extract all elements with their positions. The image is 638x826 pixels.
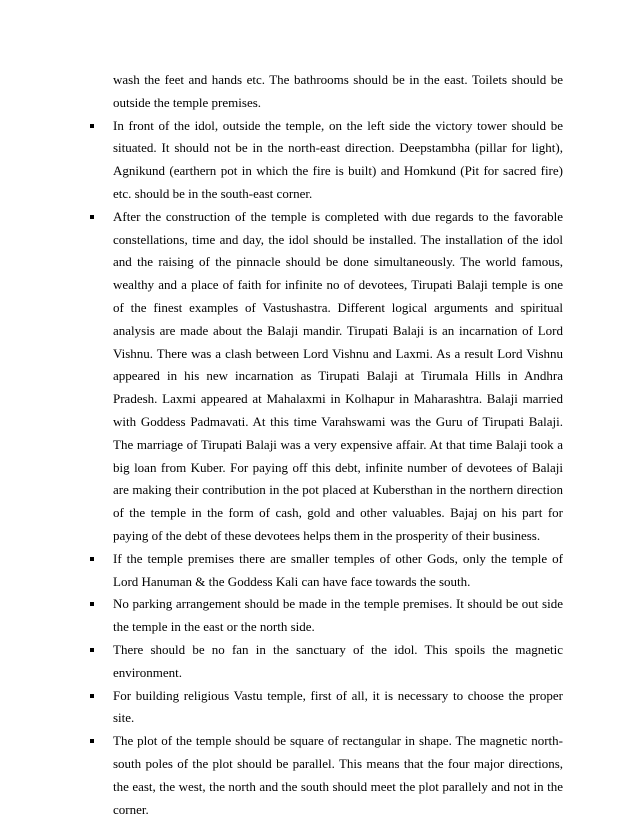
list-item (113, 639, 563, 685)
bullet-list (113, 115, 563, 822)
list-item (113, 115, 563, 206)
square-bullet-icon (90, 602, 94, 606)
list-item (113, 685, 563, 731)
list-item-text: If the temple premises there are smaller temples of other Gods, only the temple of Lord Hanuman & the Goddess Kali can have face towards the south. (113, 550, 563, 589)
square-bullet-icon (90, 124, 94, 128)
list-item-text: No parking arrangement should be made in the temple premises. It should be out side the temple in the east or the north side. (113, 596, 563, 635)
list-item-text: In front of the idol, outside the temple, on the left side the victory tower should be situated. It should not be in the north-east direction. Deepstambha (pillar for light), Agnikund (earthern pot in which the fire is built) and Homkund (Pit for sacred fire) etc. should be in the south-east corner. (113, 117, 563, 201)
square-bullet-icon (90, 739, 94, 743)
list-item-text: After the construction of the temple is completed with due regards to the favorable constellations, time and day, the idol should be installed. The installation of the idol and the raising of the pinnacle should be done simultaneously. The world famous, wealthy and a place of faith for infinite no of devotees, Tirupati Balaji temple is one of the finest examples of Vastushastra. Different logical arguments and spiritual analysis are made about the Balaji mandir. Tirupati Balaji is an incarnation of Lord Vishnu. There was a clash between Lord Vishnu and Laxmi. As a result Lord Vishnu appeared in his new incarnation as Tirupati Balaji at Tirumala Hills in Andhra Pradesh. Laxmi appeared at Mahalaxmi in Kolhapur in Maharashtra. Balaji married with Goddess Padmavati. At this time Varahswami was the Guru of Tirupati Balaji. The marriage of Tirupati Balaji was a very expensive affair. At that time Balaji took a big loan from Kuber. For paying off this debt, infinite number of devotees of Balaji are making their contribution in the pot placed at Kubersthan in the northern direction of the temple in the form of cash, gold and other valuables. Bajaj on his part for paying of the debt of these devotees helps them in the prosperity of their business. (113, 208, 563, 543)
intro-paragraph: wash the feet and hands etc. The bathrooms should be in the east. Toilets should be outside the temple premises. (113, 72, 563, 110)
square-bullet-icon (90, 557, 94, 561)
page-content (113, 69, 563, 821)
list-item-text: For building religious Vastu temple, first of all, it is necessary to choose the proper site. (113, 687, 563, 726)
list-item-text: There should be no fan in the sanctuary of the idol. This spoils the magnetic environment. (113, 641, 563, 680)
square-bullet-icon (90, 648, 94, 652)
list-item (113, 730, 563, 821)
list-item (113, 593, 563, 639)
list-item (113, 206, 563, 548)
list-item (113, 548, 563, 594)
list-item-text: The plot of the temple should be square of rectangular in shape. The magnetic north-south poles of the plot should be parallel. This means that the four major directions, the east, the west, the north and the south should meet the plot parallely and not in the corner. (113, 733, 563, 817)
square-bullet-icon (90, 215, 94, 219)
square-bullet-icon (90, 694, 94, 698)
